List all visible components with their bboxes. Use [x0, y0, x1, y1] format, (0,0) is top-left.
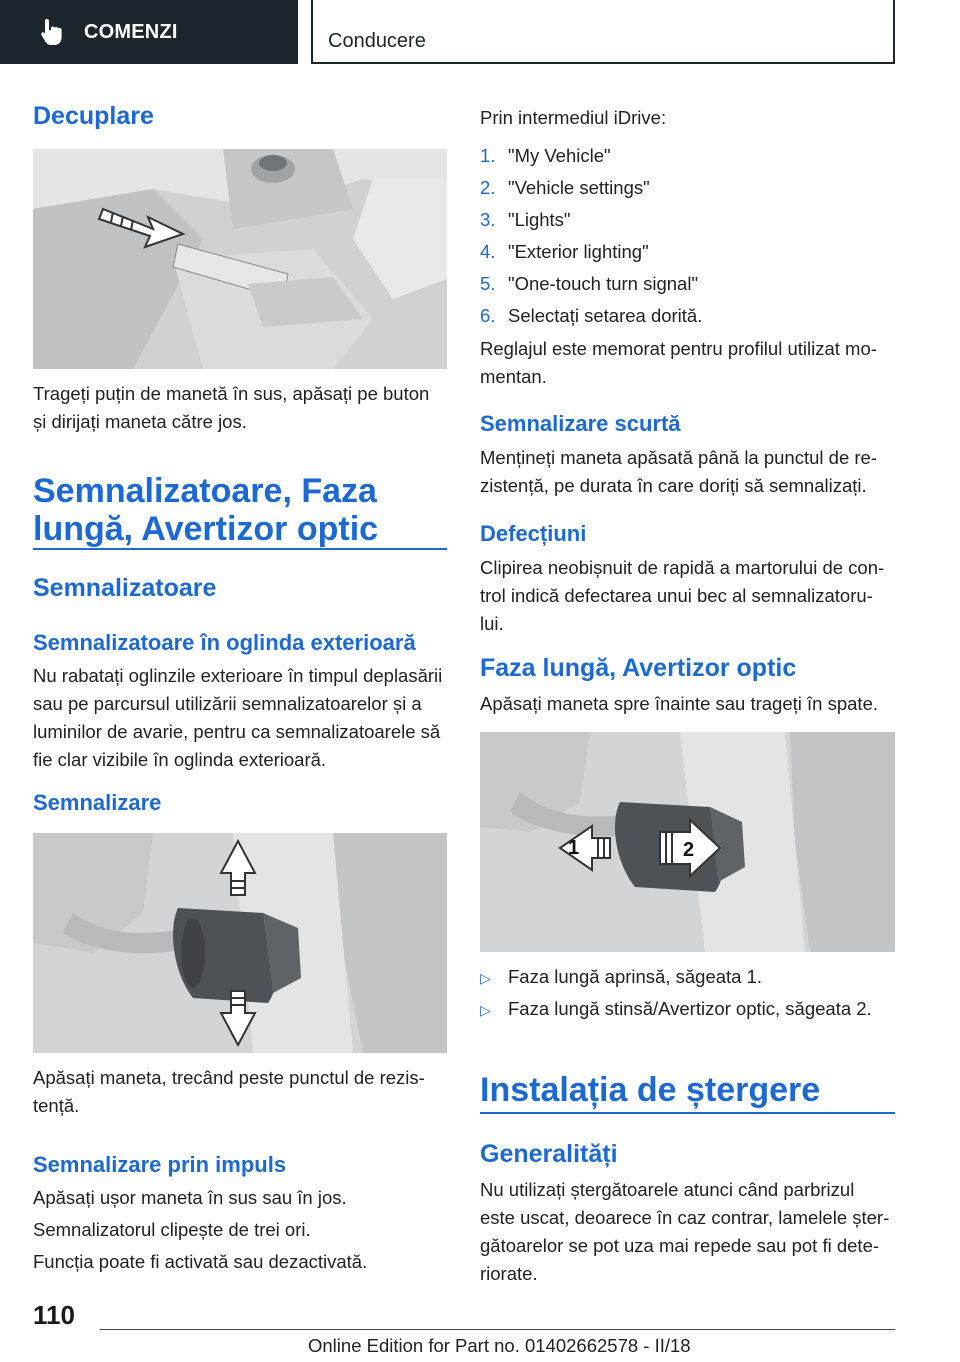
illustration-handbrake: [33, 149, 447, 369]
text-line: Apăsați maneta, trecând peste punctul de rezis-: [33, 1067, 425, 1088]
heading-faza: Faza lungă, Avertizor optic: [480, 654, 797, 682]
text-line: este uscat, deoarece în caz contrar, lamelele șter-: [480, 1207, 890, 1228]
text-line: Nu rabatați oglinzile exterioare în timpul deplasării: [33, 665, 443, 686]
heading-decuplare: Decuplare: [33, 102, 154, 130]
text-line: Trageți puțin de manetă în sus, apăsați pe buton: [33, 383, 430, 404]
footer-rule: [100, 1329, 895, 1330]
list-item: [480, 206, 702, 238]
step-number: 6.: [480, 305, 496, 326]
step-number: 2.: [480, 177, 496, 198]
bullet-list: [480, 963, 872, 1027]
heading-oglinda: Semnalizatoare în oglinda exterioară: [33, 630, 416, 655]
paragraph-reglaj: [480, 335, 877, 391]
text-line: gătoarelor se pot uza mai repede sau pot fi dete-: [480, 1235, 880, 1256]
step-number: 5.: [480, 273, 496, 294]
heading-rule: [33, 548, 447, 550]
step-text: Selectați setarea dorită.: [508, 305, 703, 326]
step-number: 3.: [480, 209, 496, 230]
arrow-label-2: 2: [683, 839, 695, 861]
paragraph-semnalizare: [33, 1064, 425, 1120]
heading-semnalizatoare: Semnalizatoare: [33, 574, 217, 602]
chapter-tab-label: COMENZI: [84, 20, 178, 43]
list-item: [480, 995, 872, 1027]
paragraph-impuls-3: Funcția poate fi activată sau dezactivată.: [33, 1251, 368, 1272]
text-line: riorate.: [480, 1263, 538, 1284]
paragraph-idrive: Prin intermediul iDrive:: [480, 107, 667, 128]
illustration-high-beam-lever: [480, 732, 895, 952]
text-line: zistență, pe durata în care doriți să semnalizați.: [480, 475, 867, 496]
list-item: [480, 270, 702, 302]
text-line: lui.: [480, 613, 504, 634]
arrow-label-1: 1: [568, 837, 580, 859]
illustration-turn-signal-lever: [33, 833, 447, 1053]
heading-line: Semnalizatoare, Faza: [33, 472, 377, 510]
paragraph-impuls-1: Apăsați ușor maneta în sus sau în jos.: [33, 1187, 347, 1208]
bullet-triangle-icon: ▷: [480, 1002, 491, 1018]
hand-pointer-icon: [38, 17, 66, 47]
text-line: Nu utilizați ștergătoarele atunci când parbrizul: [480, 1179, 855, 1200]
list-item: [480, 174, 702, 206]
heading-semnalizare: Semnalizare: [33, 790, 162, 815]
chapter-heading-semnalizatoare: [33, 472, 378, 548]
paragraph-decuplare: [33, 380, 429, 436]
paragraph-generalitati: [480, 1176, 889, 1288]
heading-rule: [480, 1112, 895, 1114]
text-line: Clipirea neobișnuit de rapidă a martorului de con-: [480, 557, 885, 578]
text-line: luminilor de avarie, pentru ca semnalizatoarele să: [33, 721, 441, 742]
paragraph-impuls-2: Semnalizatorul clipește de trei ori.: [33, 1219, 311, 1240]
step-text: "Vehicle settings": [508, 177, 650, 198]
paragraph-faza: Apăsați maneta spre înainte sau trageți în spate.: [480, 693, 878, 714]
heading-generalitati: Generalități: [480, 1140, 618, 1168]
heading-defectiuni: Defecțiuni: [480, 521, 587, 546]
steps-list: [480, 142, 702, 334]
text-line: Mențineți maneta apăsată până la punctul de re-: [480, 447, 877, 468]
bullet-triangle-icon: ▷: [480, 970, 491, 986]
text-line: fie clar vizibile în oglinda exterioară.: [33, 749, 327, 770]
step-text: "Exterior lighting": [508, 241, 649, 262]
heading-line: lungă, Avertizor optic: [33, 510, 379, 548]
step-number: 1.: [480, 145, 496, 166]
list-item: [480, 142, 702, 174]
section-header: [311, 0, 895, 64]
step-number: 4.: [480, 241, 496, 262]
chapter-tab[interactable]: [0, 0, 298, 64]
heading-impuls: Semnalizare prin impuls: [33, 1152, 287, 1177]
bullet-text: Faza lungă aprinsă, săgeata 1.: [508, 966, 763, 987]
text-line: mentan.: [480, 366, 547, 387]
paragraph-defectiuni: [480, 554, 884, 638]
heading-scurta: Semnalizare scurtă: [480, 411, 681, 436]
step-text: "One-touch turn signal": [508, 273, 699, 294]
text-line: tență.: [33, 1095, 80, 1116]
chapter-heading-stergere: Instalația de ștergere: [480, 1071, 821, 1109]
paragraph-oglinda: [33, 662, 442, 774]
list-item: [480, 963, 872, 995]
text-line: și dirijați maneta către jos.: [33, 411, 247, 432]
section-title: Conducere: [328, 30, 426, 52]
paragraph-scurta: [480, 444, 877, 500]
bullet-text: Faza lungă stinsă/Avertizor optic, săgeata 2.: [508, 998, 872, 1019]
list-item: [480, 238, 702, 270]
text-line: trol indică defectarea unui bec al semnalizatoru-: [480, 585, 873, 606]
step-text: "Lights": [508, 209, 571, 230]
text-line: Reglajul este memorat pentru profilul utilizat mo-: [480, 338, 877, 359]
page-number: 110: [33, 1300, 75, 1330]
edition-note: Online Edition for Part no. 01402662578 - II/18: [308, 1335, 691, 1356]
text-line: sau pe parcursul utilizării semnalizatoarelor și a: [33, 693, 422, 714]
step-text: "My Vehicle": [508, 145, 611, 166]
list-item: [480, 302, 702, 334]
